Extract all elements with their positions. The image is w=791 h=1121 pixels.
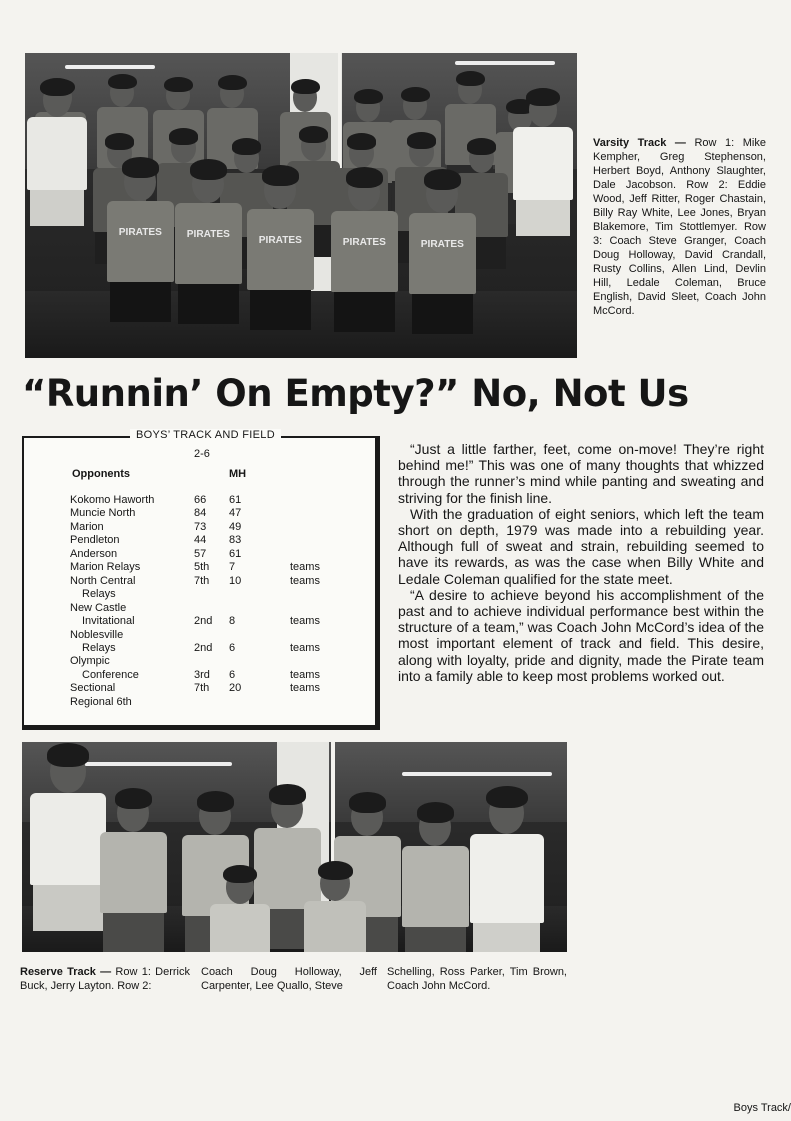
person-shirt <box>100 832 167 913</box>
reserve-caption-text: Schelling, Ross Parker, Tim Brown, Coach John McCord. <box>387 966 567 992</box>
mh-score: 6 <box>229 668 236 681</box>
person-hair <box>108 74 137 89</box>
mh-score: 7 <box>229 561 236 574</box>
person-hair <box>299 126 329 142</box>
mh-score: 20 <box>229 682 242 695</box>
person-hair <box>122 157 160 177</box>
person-hair <box>47 743 90 766</box>
person-shirt <box>30 793 106 885</box>
mh-score: 61 <box>229 494 242 506</box>
opponent-name: Sectional <box>70 682 116 695</box>
person-shirt <box>331 211 398 292</box>
reserve-caption-text: Coach Doug Holloway, Jeff Carpenter, Lee Quallo, Steve <box>201 966 377 992</box>
person-hair <box>169 128 199 144</box>
person-hair <box>526 88 560 106</box>
opponent-score: 2nd <box>194 641 213 654</box>
reserve-caption-col1 <box>20 965 190 993</box>
score-row <box>24 669 375 682</box>
mh-header: MH <box>229 468 247 480</box>
opponent-score: 5th <box>194 561 210 574</box>
person-hair <box>424 169 462 189</box>
person-shirt <box>470 834 544 924</box>
person-shirt <box>304 901 366 952</box>
page-headline: “Runnin’ On Empty?” No, Not Us <box>22 372 689 415</box>
reserve-caption-col2 <box>201 965 377 993</box>
opponent-name: Kokomo Haworth <box>70 494 155 506</box>
opponent-name: New Castle <box>70 601 127 614</box>
varsity-caption-text: Row 1: Mike Kempher, Greg Stephenson, Herbert Boyd, Anthony Slaughter, Dale Jacobson. Row 2: Eddie Wood, Jeff Ritter, Roger Chastain, Billy Ray White, Lee Jones, Bryan Blakemore, Tim Stottlemyer. Row 3: Coach Steve Granger, Coach Doug Holloway, David Crandall, Rusty Collins, Allen Lind, Devlin Hill, Ledale Coleman, Bruce English, David Sleet, Coach John McCord. <box>593 137 766 317</box>
score-note: teams <box>290 615 320 628</box>
person-hair <box>401 87 430 102</box>
person-shirt <box>254 828 321 909</box>
opponent-name: Invitational <box>82 615 135 628</box>
person-shorts <box>103 913 164 952</box>
score-row <box>24 655 375 668</box>
varsity-team-photo <box>25 53 577 358</box>
score-note: teams <box>290 668 320 681</box>
person-shorts <box>33 885 102 931</box>
ceiling-light <box>65 65 155 69</box>
score-row <box>24 682 375 695</box>
opponent-name: Anderson <box>70 547 118 560</box>
person-shirt <box>210 904 270 952</box>
person-shorts <box>30 190 85 226</box>
opponent-name: North Central <box>70 574 136 587</box>
person-shirt <box>247 209 314 290</box>
person-hair <box>354 89 383 104</box>
opponent-score: 2nd <box>194 615 213 628</box>
person-hair <box>105 133 135 149</box>
varsity-caption-label: Varsity Track — <box>593 137 686 149</box>
article-paragraph: “Just a little farther, feet, come on-move! They’re right behind me!” This was one of many thoughts that whizzed through the runner’s mind while panting and sweating and striving for the finish line. <box>398 441 764 506</box>
person-hair <box>417 802 455 822</box>
season-record: 2-6 <box>194 448 210 460</box>
jersey-lettering: PIRATES <box>420 238 464 250</box>
opponent-name: Noblesville <box>70 628 124 641</box>
score-row <box>24 494 375 507</box>
person-shorts <box>405 927 466 952</box>
person-shirt <box>27 117 87 190</box>
person-shorts <box>473 923 540 952</box>
mh-score: 49 <box>229 520 242 533</box>
score-row <box>24 602 375 615</box>
score-row <box>24 575 375 588</box>
opponent-score: 66 <box>194 494 207 506</box>
person-hair <box>407 132 437 148</box>
person-hair <box>197 791 235 811</box>
person-hair <box>486 786 528 808</box>
person-shorts <box>110 282 171 323</box>
score-note: teams <box>290 682 320 695</box>
person-hair <box>164 77 193 92</box>
person-shirt <box>107 201 174 282</box>
score-row <box>24 629 375 642</box>
person-hair <box>223 865 257 883</box>
person-hair <box>190 159 228 179</box>
score-row <box>24 561 375 574</box>
person-hair <box>318 861 353 880</box>
scoreboard-box <box>22 429 380 730</box>
person-hair <box>232 138 262 154</box>
opponent-score: 3rd <box>194 668 210 681</box>
person-shorts <box>412 294 473 335</box>
reserve-caption-label: Reserve Track — <box>20 966 112 978</box>
score-row <box>24 521 375 534</box>
jersey-lettering: PIRATES <box>258 234 302 246</box>
opponent-name: Pendleton <box>70 534 120 547</box>
mh-score: 8 <box>229 615 236 628</box>
opponent-score: 44 <box>194 534 207 547</box>
person-hair <box>346 167 384 187</box>
person-hair <box>269 784 307 804</box>
opponent-score: 7th <box>194 682 210 695</box>
mh-score: 83 <box>229 534 242 547</box>
mh-score: 47 <box>229 507 242 520</box>
varsity-caption <box>593 136 766 318</box>
jersey-lettering: PIRATES <box>186 228 230 240</box>
article-paragraph: “A desire to achieve beyond his accomplishment of the past and to achieve individual performance best within the structure of a team,” was Coach John McCord’s idea of the most important element of track and field. This desire, along with loyalty, pride and dignity, made the Pirate team into a family able to keep most problems worked out. <box>398 586 764 684</box>
opponent-score: 73 <box>194 520 207 533</box>
score-row <box>24 507 375 520</box>
person-shorts <box>516 200 571 236</box>
score-row <box>24 642 375 655</box>
person-hair <box>115 788 153 808</box>
person-hair <box>218 75 247 90</box>
opponent-name: Regional 6th <box>70 695 132 708</box>
mh-score: 10 <box>229 574 242 587</box>
scoreboard-title: BOYS’ TRACK AND FIELD <box>130 429 281 441</box>
score-row <box>24 534 375 547</box>
score-note: teams <box>290 641 320 654</box>
article-body <box>398 441 764 684</box>
reserve-caption-text: Row 1: Derrick Buck, Jerry Layton. Row 2: <box>20 966 191 992</box>
opponents-header: Opponents <box>72 468 131 480</box>
opponent-name: Marion <box>70 520 104 533</box>
mh-score: 6 <box>229 641 236 654</box>
score-row <box>24 615 375 628</box>
opponent-score: 84 <box>194 507 207 520</box>
person-hair <box>347 133 377 149</box>
person-shirt <box>513 127 573 200</box>
opponent-name: Relays <box>82 588 116 601</box>
score-row <box>24 696 375 709</box>
person-shirt <box>175 203 242 284</box>
person-shirt <box>409 213 476 294</box>
article-paragraph: With the graduation of eight seniors, which left the team short on depth, 1979 was made into a rebuilding year. Although full of sweat and strain, rebuilding seemed to have its rewards, as was the case when Billy White and Ledale Coleman qualified for the state meet. <box>398 505 764 587</box>
person-hair <box>262 165 300 185</box>
jersey-lettering: PIRATES <box>342 236 386 248</box>
opponent-name: Conference <box>82 668 139 681</box>
opponent-score: 57 <box>194 547 207 560</box>
mh-score: 61 <box>229 547 242 560</box>
score-row <box>24 588 375 601</box>
page-footer: Boys Track/ <box>733 1102 791 1114</box>
person-hair <box>467 138 497 154</box>
opponent-name: Muncie North <box>70 507 136 520</box>
opponent-name: Marion Relays <box>70 561 141 574</box>
person-hair <box>456 71 485 86</box>
person-shirt <box>402 846 469 927</box>
ceiling-light <box>82 762 232 766</box>
opponent-name: Relays <box>82 641 116 654</box>
person-shorts <box>334 292 395 333</box>
score-row <box>24 548 375 561</box>
ceiling-light <box>455 61 555 65</box>
person-hair <box>291 79 320 94</box>
opponent-name: Olympic <box>70 655 110 668</box>
person-hair <box>40 78 74 96</box>
jersey-lettering: PIRATES <box>118 226 162 238</box>
reserve-team-photo <box>22 742 567 952</box>
reserve-caption-col3 <box>387 965 567 993</box>
score-note: teams <box>290 574 320 587</box>
score-note: teams <box>290 561 320 574</box>
person-hair <box>349 792 387 812</box>
person-shorts <box>178 284 239 325</box>
person-shorts <box>250 290 311 331</box>
opponent-score: 7th <box>194 574 210 587</box>
ceiling-light <box>402 772 552 776</box>
